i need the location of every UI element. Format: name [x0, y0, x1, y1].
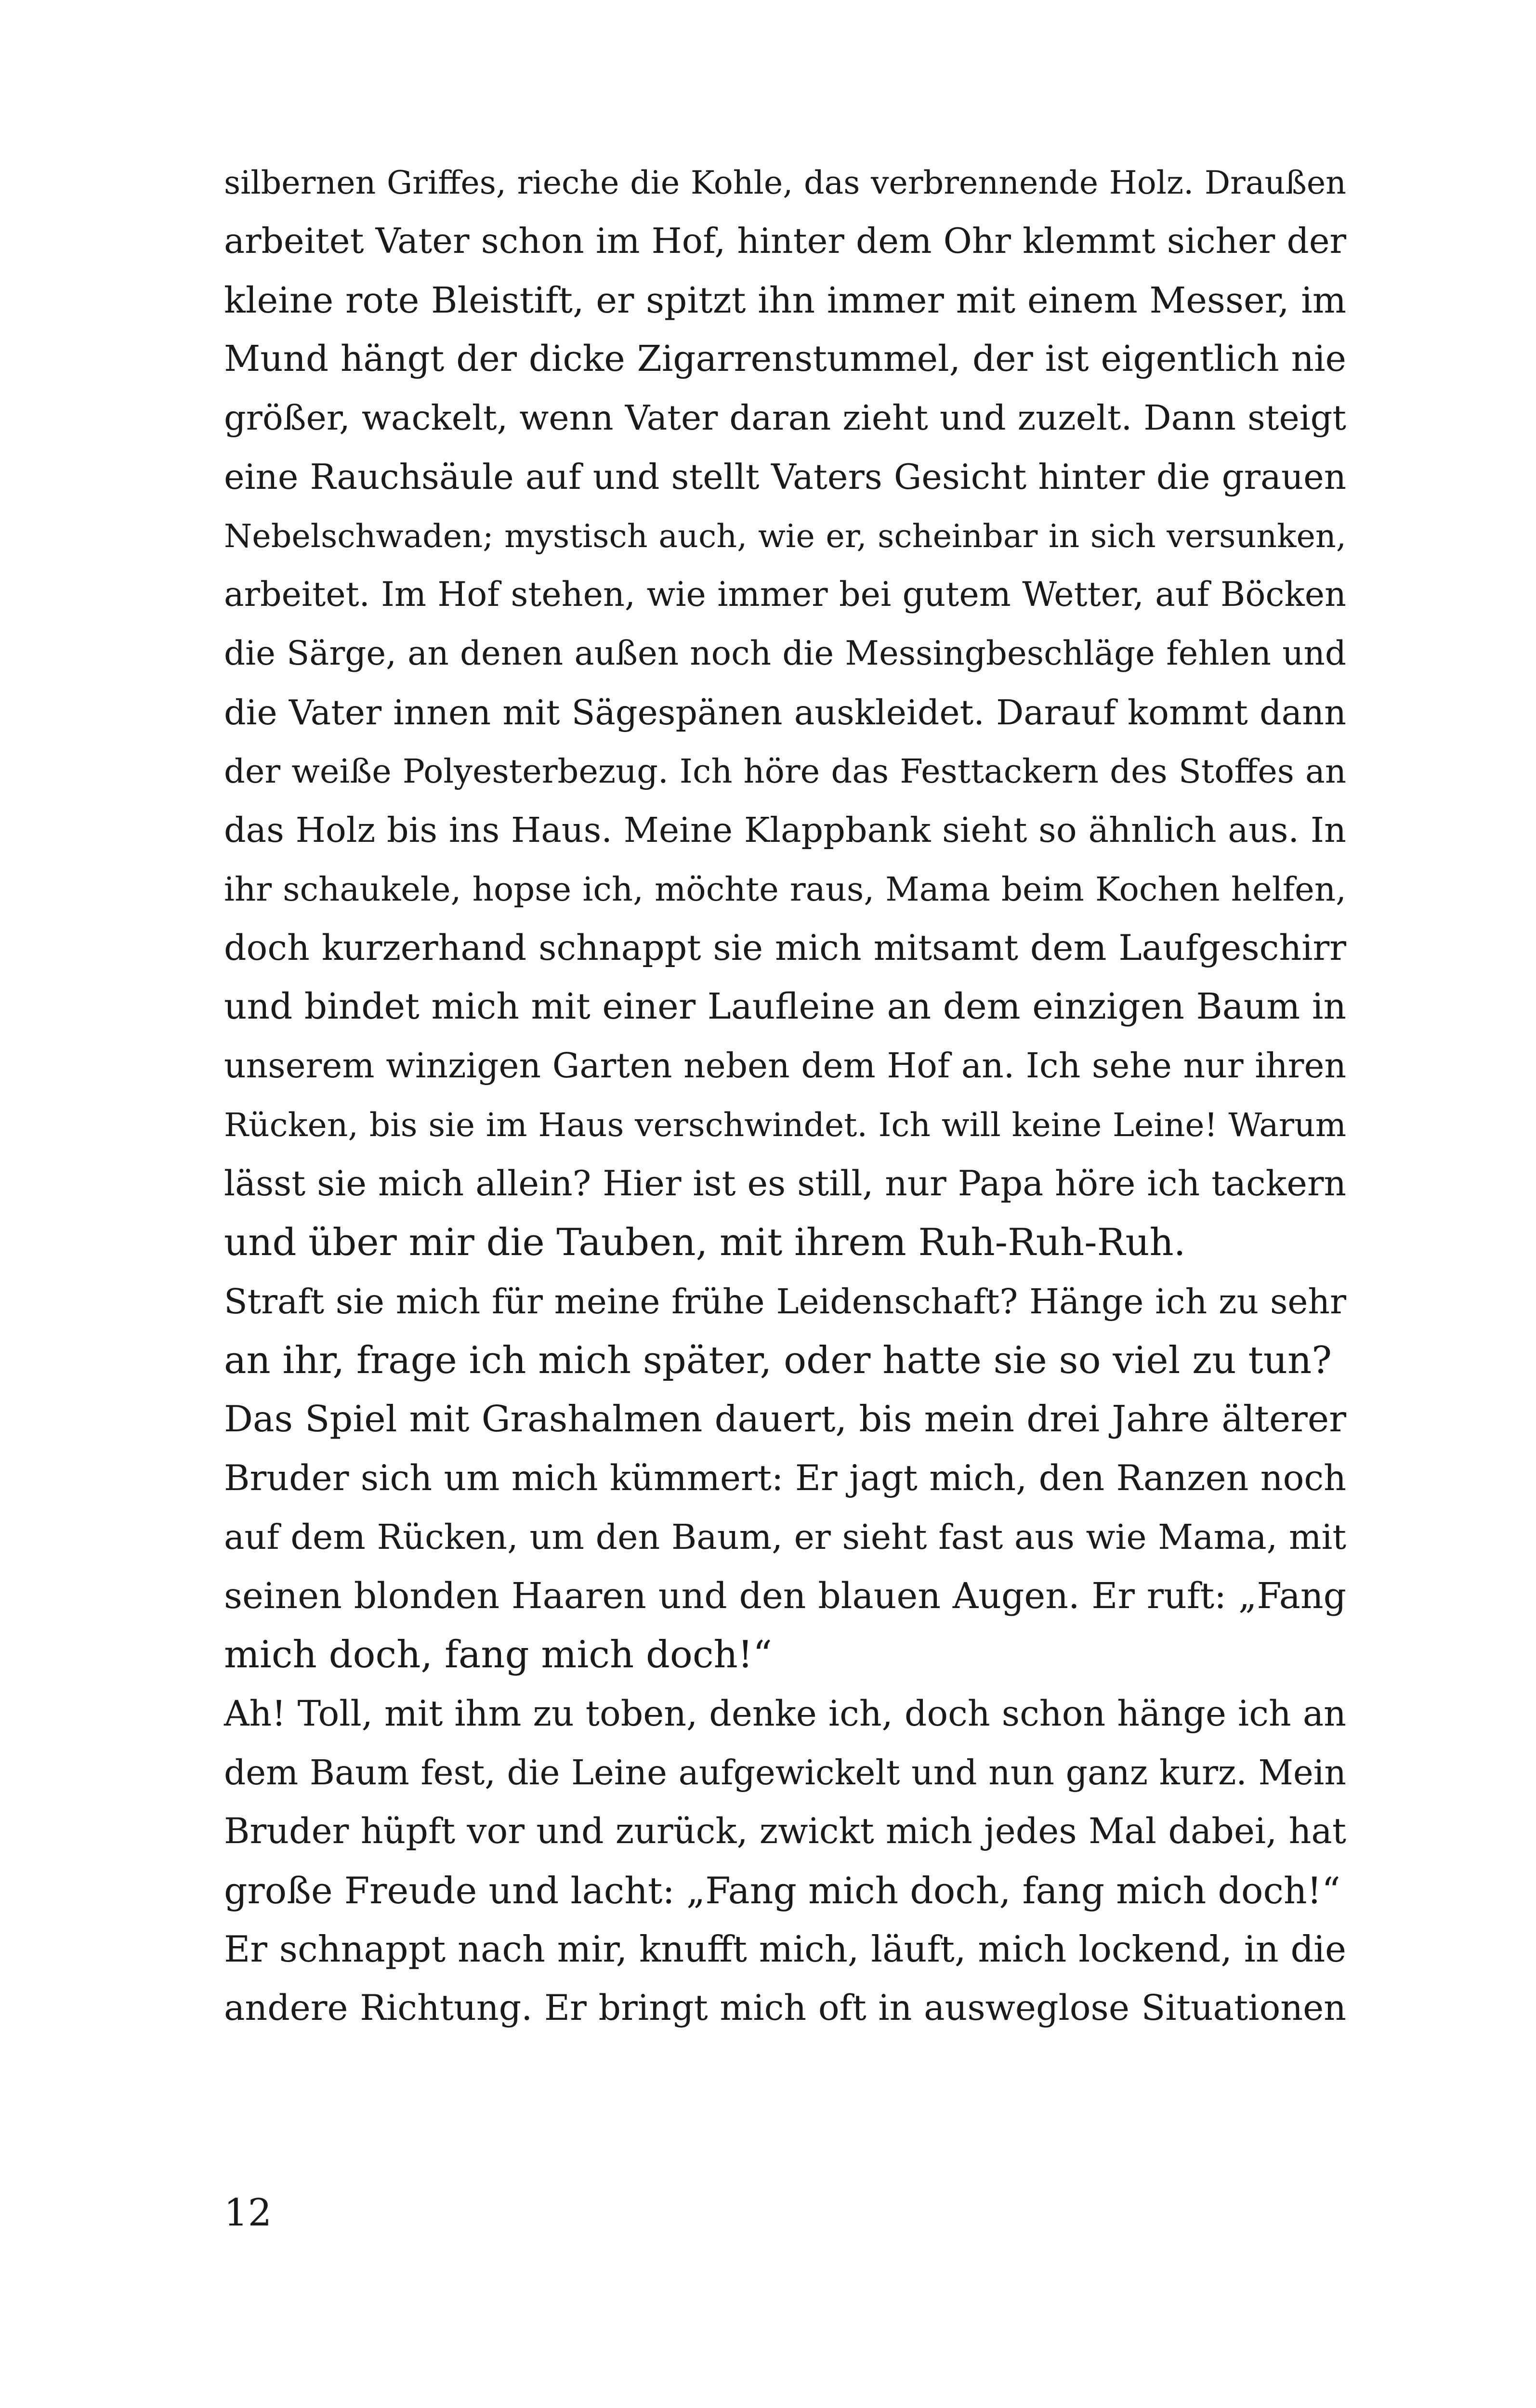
text-line: Mund hängt der dicke Zigarrenstummel, der ist eigentlich nie	[224, 338, 1346, 380]
text-line: die Särge, an denen außen noch die Messingbeschläge fehlen und	[224, 634, 1346, 673]
text-line: Nebelschwaden; mystisch auch, wie er, scheinbar in sich versunken,	[224, 517, 1346, 555]
text-line: ihr schaukele, hopse ich, möchte raus, Mama beim Kochen helfen,	[224, 870, 1346, 909]
text-line: seinen blonden Haaren und den blauen Augen. Er ruft: „Fang	[224, 1575, 1346, 1617]
text-line: die Vater innen mit Sägespänen auskleidet. Darauf kommt dann	[224, 692, 1346, 733]
text-line: größer, wackelt, wenn Vater daran zieht und zuzelt. Dann steigt	[224, 398, 1346, 438]
text-line: Das Spiel mit Grashalmen dauert, bis mein drei Jahre älterer	[224, 1398, 1346, 1440]
text-line: das Holz bis ins Haus. Meine Klappbank sieht so ähnlich aus. In	[224, 810, 1346, 851]
body-text	[224, 153, 1346, 2038]
page-number: 12	[224, 2191, 272, 2235]
text-line: arbeitet. Im Hof stehen, wie immer bei gutem Wetter, auf Böcken	[224, 575, 1346, 615]
text-line: mich doch, fang mich doch!“	[224, 1633, 773, 1677]
text-line: Straft sie mich für meine frühe Leidenschaft? Hänge ich zu sehr	[224, 1281, 1346, 1322]
text-line: lässt sie mich allein? Hier ist es still, nur Papa höre ich tackern	[224, 1164, 1346, 1204]
text-line: unserem winzigen Garten neben dem Hof an. Ich sehe nur ihren	[224, 1046, 1346, 1086]
text-line: dem Baum fest, die Leine aufgewickelt und nun ganz kurz. Mein	[224, 1753, 1346, 1793]
text-line: arbeitet Vater schon im Hof, hinter dem Ohr klemmt sicher der	[224, 221, 1346, 262]
text-line: Bruder sich um mich kümmert: Er jagt mich, den Ranzen noch	[224, 1457, 1346, 1499]
text-line: und bindet mich mit einer Laufleine an dem einzigen Baum in	[224, 986, 1346, 1028]
text-line: Er schnappt nach mir, knufft mich, läuft, mich lockend, in die	[224, 1928, 1346, 1970]
text-line: Rücken, bis sie im Haus verschwindet. Ich will keine Leine! Warum	[224, 1105, 1346, 1144]
text-line: andere Richtung. Er bringt mich oft in ausweglose Situationen	[224, 1988, 1346, 2029]
text-line: auf dem Rücken, um den Baum, er sieht fast aus wie Mama, mit	[224, 1517, 1346, 1557]
text-line: Ah! Toll, mit ihm zu toben, denke ich, doch schon hänge ich an	[224, 1693, 1346, 1734]
text-line: der weiße Polyesterbezug. Ich höre das Festtackern des Stoffes an	[224, 752, 1346, 791]
text-line: kleine rote Bleistift, er spitzt ihn immer mit einem Messer, im	[224, 279, 1346, 321]
text-line: Bruder hüpft vor und zurück, zwickt mich jedes Mal dabei, hat	[224, 1811, 1346, 1852]
text-line: doch kurzerhand schnappt sie mich mitsamt dem Laufgeschirr	[224, 927, 1346, 968]
text-line: und über mir die Tauben, mit ihrem Ruh-Ruh-Ruh.	[224, 1221, 1186, 1265]
text-line: große Freude und lacht: „Fang mich doch, fang mich doch!“	[224, 1869, 1340, 1912]
text-line: eine Rauchsäule auf und stellt Vaters Gesicht hinter die grauen	[224, 457, 1346, 497]
text-line: an ihr, frage ich mich später, oder hatte sie so viel zu tun?	[224, 1338, 1332, 1382]
text-line: silbernen Griffes, rieche die Kohle, das verbrennende Holz. Draußen	[224, 164, 1346, 201]
